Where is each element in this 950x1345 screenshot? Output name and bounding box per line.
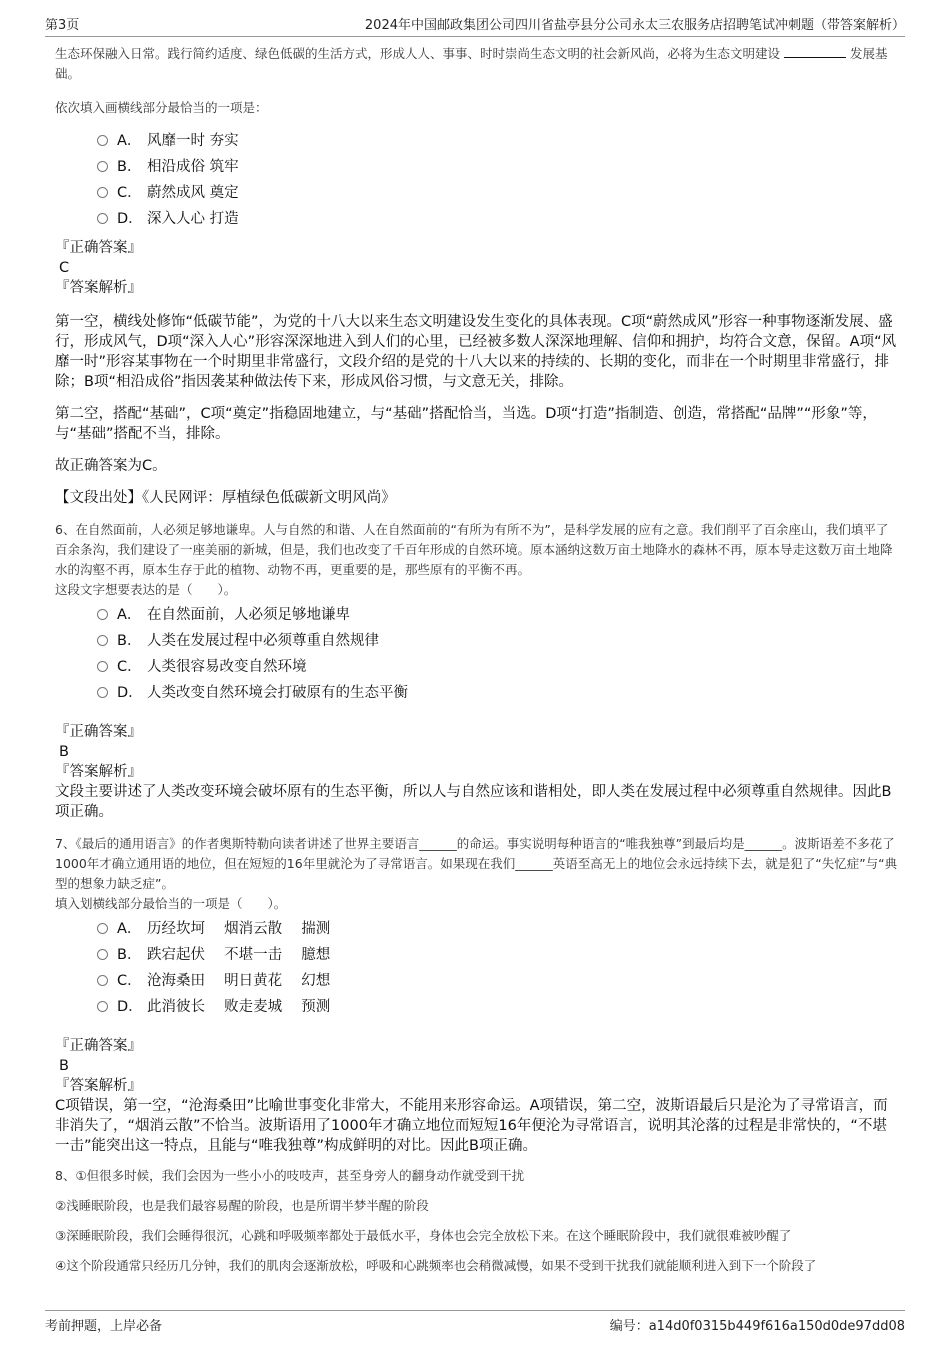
q5-option-a[interactable]: A． 风靡一时 夯实 (97, 128, 900, 154)
radio-icon[interactable] (97, 161, 108, 172)
q7-option-c[interactable]: C． 沧海桑田 明日黄花 幻想 (97, 968, 900, 994)
q6-stem: 6、在自然面前，人必须足够地谦卑。人与自然的和谐、人在自然面前的“有所为有所不为”，是科学发展的应有之意。我们削平了百余座山，我们填平了百余条沟，我们建设了一座美丽的新城，但是，我们也改变了千百年形成的自然环境。原本涵纳这数万亩土地降水的森林不再，原本导走这数万亩土地降水的沟壑不再，原本生存于此的植物、动物不再，更重要的是，那些原有的平衡不再。 (55, 522, 893, 577)
radio-icon[interactable] (97, 687, 108, 698)
q7-analysis-label: 『答案解析』 (55, 1078, 142, 1094)
q5-analysis-1: 第一空，横线处修饰“低碳节能”，为党的十八大以来生态文明建设发生变化的具体表现。C项“蔚然成风”形容一种事物逐渐发展、盛行，形成风气，D项“深入人心”形容深深地进入到人们的心里，已经被多数人深深地理解、信仰和拥护，均符合文意，保留。A项“风靡一时”形容某事物在一个时期里非常盛行，文段介绍的是党的十八大以来的持续的、长期的变化，而非在一个时期里非常盛行，排除；B项“相沿成俗”指因袭某种做法传下来，形成风俗习惯，与文意无关，排除。 (55, 314, 897, 390)
document-title: 2024年中国邮政集团公司四川省盐亭县分公司永太三农服务店招聘笔试冲刺题（带答案解析） (364, 18, 905, 33)
q8-sentence-4: ④这个阶段通常只经历几分钟，我们的肌肉会逐渐放松，呼吸和心跳频率也会稍微减慢，如果不受到干扰我们就能顺利进入到下一个阶段了 (55, 1258, 817, 1273)
q8-sentence-3: ③深睡眠阶段，我们会睡得很沉，心跳和呼吸频率都处于最低水平，身体也会完全放松下来。在这个睡眠阶段中，我们就很难被吵醒了 (55, 1228, 792, 1243)
q6-option-b[interactable]: B． 人类在发展过程中必须尊重自然规律 (97, 628, 900, 654)
q7-option-d[interactable]: D． 此消彼长 败走麦城 预测 (97, 994, 900, 1020)
q5-analysis-2: 第二空，搭配“基础”，C项“奠定”指稳固地建立，与“基础”搭配恰当，当选。D项“打造”指制造、创造，常搭配“品牌”“形象”等，与“基础”搭配不当，排除。 (55, 406, 877, 442)
q7-stem: 7、《最后的通用语言》的作者奥斯特勒向读者讲述了世界主要语言______的命运。事实说明每种语言的“唯我独尊”到最后均是______。波斯语差不多花了1000年才确立通用语的地位，但在短短的16年里就沦为了寻常语言。如果现在我们______英语至高无上的地位会永远持续下去，就是犯了“失忆症”与“典型的想象力缺乏症”。 (55, 836, 898, 891)
q5-blank (784, 45, 846, 58)
q6-option-d[interactable]: D． 人类改变自然环境会打破原有的生态平衡 (97, 680, 900, 706)
radio-icon[interactable] (97, 609, 108, 620)
q5-conclusion: 故正确答案为C。 (55, 458, 167, 474)
q6-answer-label: 『正确答案』 (55, 724, 142, 740)
q6-option-c[interactable]: C． 人类很容易改变自然环境 (97, 654, 900, 680)
q5-passage-text: 生态环保融入日常。践行简约适度、绿色低碳的生活方式，形成人人、事事、时时崇尚生态文明的社会新风尚，必将为生态文明建设 (55, 46, 781, 61)
q5-passage (55, 44, 900, 84)
q7-options (97, 916, 900, 1020)
q7-answer-label: 『正确答案』 (55, 1038, 142, 1054)
radio-icon[interactable] (97, 661, 108, 672)
radio-icon[interactable] (97, 1001, 108, 1012)
q7-option-a[interactable]: A． 历经坎坷 烟消云散 揣测 (97, 916, 900, 942)
q5-prompt: 依次填入画横线部分最恰当的一项是： (55, 100, 268, 115)
q5-option-d[interactable]: D． 深入人心 打造 (97, 206, 900, 232)
radio-icon[interactable] (97, 949, 108, 960)
q7-option-b[interactable]: B． 跌宕起伏 不堪一击 臆想 (97, 942, 900, 968)
radio-icon[interactable] (97, 923, 108, 934)
q6-analysis: 文段主要讲述了人类改变环境会破坏原有的生态平衡，所以人与自然应该和谐相处，即人类在发展过程中必须尊重自然规律。因此B项正确。 (55, 784, 892, 820)
q5-options (97, 128, 900, 232)
q5-option-b[interactable]: B． 相沿成俗 筑牢 (97, 154, 900, 180)
q5-analysis-label: 『答案解析』 (55, 280, 142, 296)
q8-sentence-2: ②浅睡眠阶段，也是我们最容易醒的阶段，也是所谓半梦半醒的阶段 (55, 1198, 429, 1213)
q6-options (97, 602, 900, 706)
q5-source: 【文段出处】《人民网评：厚植绿色低碳新文明风尚》 (55, 490, 396, 506)
radio-icon[interactable] (97, 135, 108, 146)
q5-passage-end: 发展基础。 (55, 46, 888, 81)
page-header (45, 14, 905, 37)
q6-answer: B (59, 744, 69, 760)
page-footer (45, 1310, 905, 1337)
radio-icon[interactable] (97, 213, 108, 224)
q5-answer: C (59, 260, 70, 276)
q8-sentence-1: 8、①但很多时候，我们会因为一些小小的吱吱声，甚至身旁人的翻身动作就受到干扰 (55, 1168, 525, 1183)
footer-slogan: 考前押题，上岸必备 (45, 1319, 163, 1334)
radio-icon[interactable] (97, 187, 108, 198)
radio-icon[interactable] (97, 635, 108, 646)
q7-answer: B (59, 1058, 69, 1074)
document-body (55, 44, 900, 1276)
radio-icon[interactable] (97, 975, 108, 986)
q6-prompt: 这段文字想要表达的是（ ）。 (55, 582, 237, 597)
q7-analysis: C项错误，第一空，“沧海桑田”比喻世事变化非常大，不能用来形容命运。A项错误，第二空，波斯语最后只是沦为了寻常语言，而非消失了，“烟消云散”不恰当。波斯语用了1000年才确立地位而短短16年便沦为寻常语言，说明其沦落的过程是非常快的，“不堪一击”能突出这一特点，且能与“唯我独尊”构成鲜明的对比。因此B项正确。 (55, 1098, 888, 1154)
q7-prompt: 填入划横线部分最恰当的一项是（ ）。 (55, 896, 287, 911)
document-code: 编号：a14d0f0315b449f616a150d0de97dd08 (609, 1319, 905, 1334)
q5-answer-label: 『正确答案』 (55, 240, 142, 256)
q6-analysis-label: 『答案解析』 (55, 764, 142, 780)
q6-option-a[interactable]: A． 在自然面前，人必须足够地谦卑 (97, 602, 900, 628)
page-number: 第3页 (45, 18, 80, 33)
q5-option-c[interactable]: C． 蔚然成风 奠定 (97, 180, 900, 206)
